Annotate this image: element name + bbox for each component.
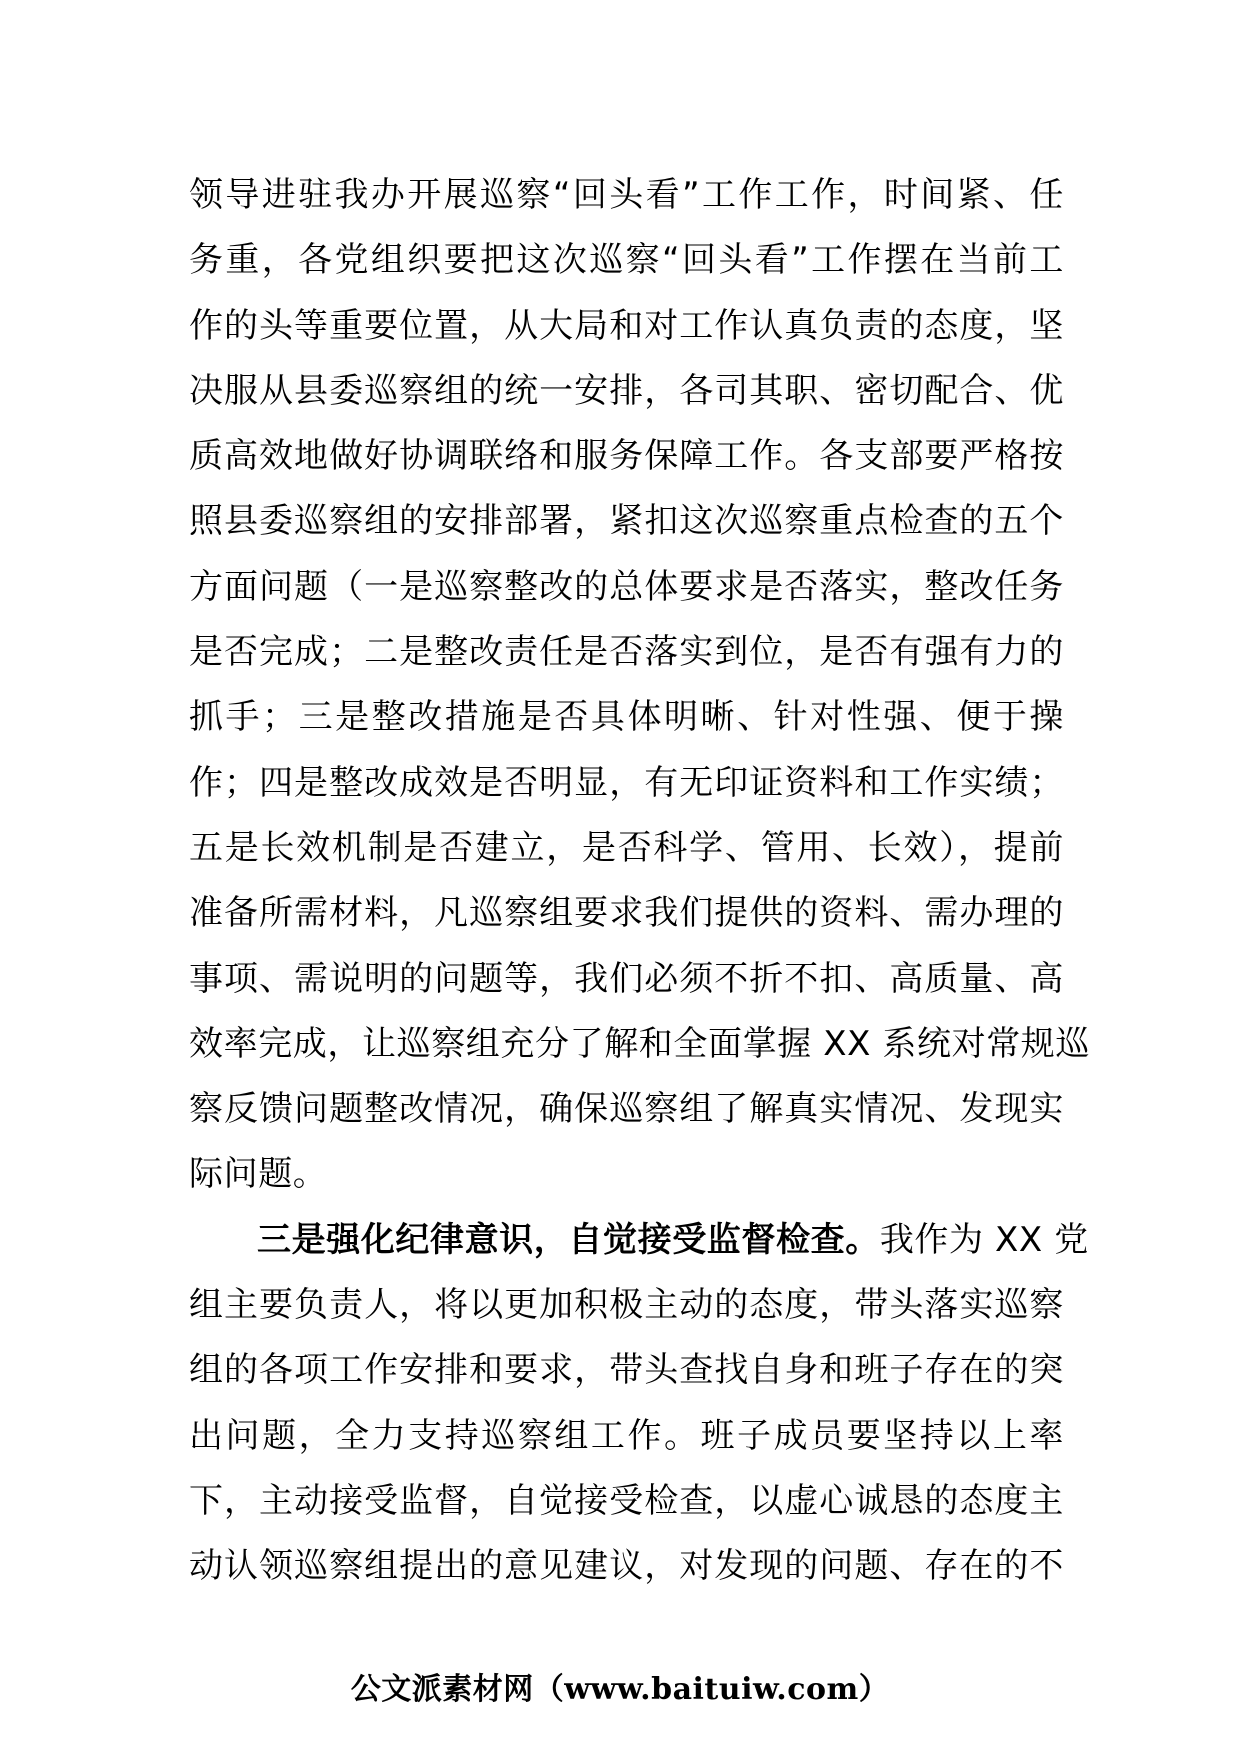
text-line: 质高效地做好协调联络和服务保障工作。各支部要严格按	[189, 436, 1064, 477]
footer-watermark: 公文派素材网（www.baituiw.com）	[350, 1672, 890, 1707]
text-line: 是否完成；二是整改责任是否落实到位，是否有强有力的	[189, 632, 1064, 673]
text-line: 下，主动接受监督，自觉接受检查，以虚心诚恳的态度主	[189, 1480, 1064, 1521]
paragraph-discipline	[189, 1208, 1089, 1600]
text-line: 作的头等重要位置，从大局和对工作认真负责的态度，坚	[189, 305, 1064, 346]
paragraph-continued	[189, 163, 1090, 1208]
text-line: 察反馈问题整改情况，确保巡察组了解真实情况、发现实	[189, 1089, 1064, 1130]
text-line: 出问题，全力支持巡察组工作。班子成员要坚持以上率	[189, 1415, 1064, 1456]
text-line: 领导进驻我办开展巡察“回头看”工作工作，时间紧、任	[189, 175, 1064, 215]
text-line: 抓手；三是整改措施是否具体明晰、针对性强、便于操	[189, 697, 1064, 738]
text-line: 事项、需说明的问题等，我们必须不折不扣、高质量、高	[189, 958, 1064, 999]
text-line: 照县委巡察组的安排部署，紧扣这次巡察重点检查的五个	[189, 501, 1064, 542]
text-line: 五是长效机制是否建立，是否科学、管用、长效），提前	[189, 827, 1064, 868]
text-line: 组主要负责人，将以更加积极主动的态度，带头落实巡察	[189, 1285, 1064, 1326]
text-line: 组的各项工作安排和要求，带头查找自身和班子存在的突	[189, 1350, 1064, 1391]
paragraph-heading: 三是强化纪律意识，自觉接受监督检查。	[257, 1219, 880, 1260]
text-line: 动认领巡察组提出的意见建议，对发现的问题、存在的不	[189, 1546, 1064, 1587]
text-line-first	[189, 1208, 1089, 1273]
text-line: 准备所需材料，凡巡察组要求我们提供的资料、需办理的	[189, 893, 1064, 934]
text-line: 决服从县委巡察组的统一安排，各司其职、密切配合、优	[189, 370, 1064, 411]
text-line: 际问题。	[189, 1154, 328, 1195]
document-body	[189, 163, 1090, 1600]
text-line: 务重，各党组织要把这次巡察“回头看”工作摆在当前工	[189, 240, 1064, 281]
text-line: 方面问题（一是巡察整改的总体要求是否落实，整改任务	[189, 566, 1064, 607]
paragraph-heading-rest: 我作为 XX 党	[879, 1219, 1089, 1260]
text-line: 作；四是整改成效是否明显，有无印证资料和工作实绩；	[189, 762, 1064, 803]
text-line: 效率完成，让巡察组充分了解和全面掌握 XX 系统对常规巡	[189, 1023, 1090, 1064]
